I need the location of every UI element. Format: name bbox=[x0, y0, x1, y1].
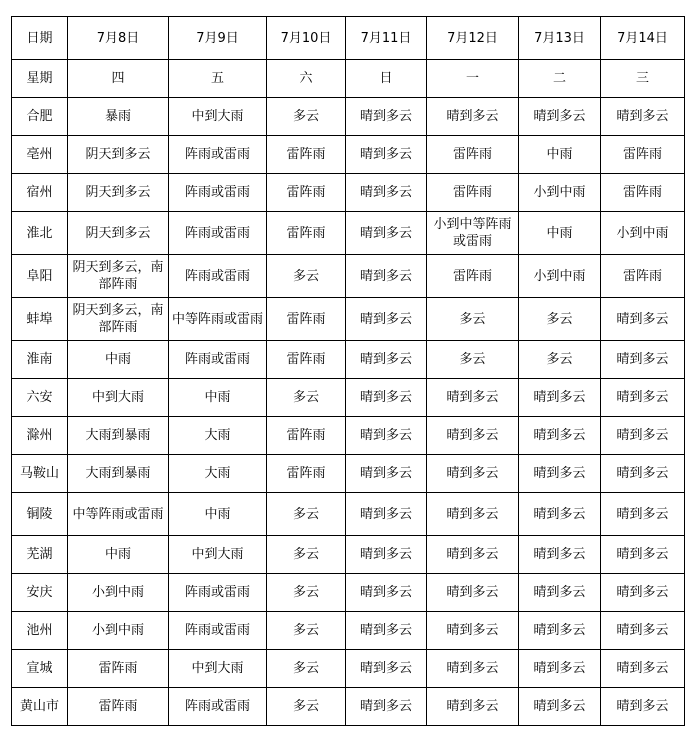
weekday-cell: 五 bbox=[169, 60, 267, 98]
forecast-cell: 晴到多云 bbox=[346, 136, 427, 174]
forecast-cell: 晴到多云 bbox=[346, 417, 427, 455]
forecast-cell: 阵雨或雷雨 bbox=[169, 612, 267, 650]
forecast-cell: 阴天到多云 bbox=[68, 136, 169, 174]
table-row bbox=[12, 379, 685, 417]
table-row bbox=[12, 417, 685, 455]
forecast-cell: 阵雨或雷雨 bbox=[169, 341, 267, 379]
date-cell: 7月10日 bbox=[267, 17, 346, 60]
forecast-cell: 雷阵雨 bbox=[601, 136, 685, 174]
weekday-header-row bbox=[12, 60, 685, 98]
weekday-cell: 四 bbox=[68, 60, 169, 98]
forecast-cell: 小到中雨 bbox=[601, 212, 685, 255]
forecast-cell: 中雨 bbox=[169, 379, 267, 417]
forecast-cell: 雷阵雨 bbox=[267, 417, 346, 455]
forecast-cell: 晴到多云 bbox=[346, 455, 427, 493]
table-row bbox=[12, 341, 685, 379]
forecast-cell: 晴到多云 bbox=[519, 536, 601, 574]
forecast-cell: 晴到多云 bbox=[346, 688, 427, 726]
weekday-label-cell: 星期 bbox=[12, 60, 68, 98]
forecast-cell: 多云 bbox=[267, 574, 346, 612]
date-cell: 7月11日 bbox=[346, 17, 427, 60]
forecast-cell: 晴到多云 bbox=[346, 255, 427, 298]
table-row bbox=[12, 688, 685, 726]
forecast-cell: 晴到多云 bbox=[519, 493, 601, 536]
table-row bbox=[12, 612, 685, 650]
weekday-cell: 六 bbox=[267, 60, 346, 98]
forecast-cell: 晴到多云 bbox=[346, 536, 427, 574]
forecast-cell: 多云 bbox=[267, 493, 346, 536]
forecast-cell: 小到中雨 bbox=[68, 612, 169, 650]
forecast-cell: 小到中雨 bbox=[68, 574, 169, 612]
forecast-cell: 晴到多云 bbox=[346, 574, 427, 612]
date-cell: 7月9日 bbox=[169, 17, 267, 60]
forecast-cell: 暴雨 bbox=[68, 98, 169, 136]
forecast-table-body bbox=[12, 17, 685, 726]
forecast-cell: 大雨到暴雨 bbox=[68, 455, 169, 493]
forecast-cell: 阵雨或雷雨 bbox=[169, 255, 267, 298]
forecast-cell: 雷阵雨 bbox=[427, 255, 519, 298]
forecast-cell: 晴到多云 bbox=[601, 417, 685, 455]
forecast-cell: 大雨 bbox=[169, 455, 267, 493]
forecast-cell: 雷阵雨 bbox=[267, 174, 346, 212]
forecast-cell: 多云 bbox=[267, 612, 346, 650]
date-label-cell: 日期 bbox=[12, 17, 68, 60]
forecast-cell: 雷阵雨 bbox=[601, 174, 685, 212]
forecast-cell: 晴到多云 bbox=[427, 493, 519, 536]
forecast-cell: 中等阵雨或雷雨 bbox=[169, 298, 267, 341]
forecast-cell: 阵雨或雷雨 bbox=[169, 688, 267, 726]
forecast-cell: 小到中等阵雨或雷雨 bbox=[427, 212, 519, 255]
forecast-cell: 晴到多云 bbox=[601, 612, 685, 650]
forecast-cell: 雷阵雨 bbox=[267, 298, 346, 341]
table-row bbox=[12, 98, 685, 136]
forecast-cell: 多云 bbox=[267, 98, 346, 136]
table-row bbox=[12, 536, 685, 574]
forecast-cell: 中到大雨 bbox=[169, 98, 267, 136]
table-row bbox=[12, 136, 685, 174]
forecast-cell: 晴到多云 bbox=[519, 688, 601, 726]
city-cell: 淮北 bbox=[12, 212, 68, 255]
forecast-cell: 多云 bbox=[267, 536, 346, 574]
weekday-cell: 日 bbox=[346, 60, 427, 98]
forecast-cell: 大雨到暴雨 bbox=[68, 417, 169, 455]
forecast-cell: 多云 bbox=[427, 298, 519, 341]
forecast-cell: 中等阵雨或雷雨 bbox=[68, 493, 169, 536]
city-cell: 合肥 bbox=[12, 98, 68, 136]
weekday-cell: 一 bbox=[427, 60, 519, 98]
forecast-cell: 雷阵雨 bbox=[267, 212, 346, 255]
city-cell: 安庆 bbox=[12, 574, 68, 612]
forecast-cell: 晴到多云 bbox=[519, 574, 601, 612]
table-row bbox=[12, 255, 685, 298]
date-header-row bbox=[12, 17, 685, 60]
forecast-cell: 晴到多云 bbox=[427, 612, 519, 650]
forecast-cell: 雷阵雨 bbox=[68, 650, 169, 688]
forecast-cell: 晴到多云 bbox=[519, 379, 601, 417]
city-cell: 淮南 bbox=[12, 341, 68, 379]
forecast-cell: 晴到多云 bbox=[601, 298, 685, 341]
forecast-cell: 多云 bbox=[519, 341, 601, 379]
forecast-cell: 多云 bbox=[267, 650, 346, 688]
forecast-cell: 晴到多云 bbox=[427, 536, 519, 574]
forecast-cell: 阴天到多云 bbox=[68, 212, 169, 255]
forecast-cell: 晴到多云 bbox=[346, 650, 427, 688]
forecast-cell: 多云 bbox=[267, 255, 346, 298]
forecast-cell: 中雨 bbox=[68, 536, 169, 574]
forecast-cell: 小到中雨 bbox=[519, 255, 601, 298]
city-cell: 马鞍山 bbox=[12, 455, 68, 493]
forecast-cell: 晴到多云 bbox=[519, 650, 601, 688]
forecast-cell: 中到大雨 bbox=[68, 379, 169, 417]
forecast-cell: 晴到多云 bbox=[427, 455, 519, 493]
table-row bbox=[12, 298, 685, 341]
forecast-cell: 多云 bbox=[519, 298, 601, 341]
date-cell: 7月14日 bbox=[601, 17, 685, 60]
forecast-cell: 晴到多云 bbox=[519, 98, 601, 136]
city-cell: 黄山市 bbox=[12, 688, 68, 726]
forecast-cell: 阵雨或雷雨 bbox=[169, 174, 267, 212]
forecast-cell: 晴到多云 bbox=[601, 574, 685, 612]
forecast-cell: 阴天到多云 bbox=[68, 174, 169, 212]
forecast-cell: 多云 bbox=[267, 688, 346, 726]
forecast-cell: 多云 bbox=[267, 379, 346, 417]
forecast-cell: 中雨 bbox=[169, 493, 267, 536]
forecast-cell: 雷阵雨 bbox=[601, 255, 685, 298]
forecast-cell: 多云 bbox=[427, 341, 519, 379]
weekday-cell: 二 bbox=[519, 60, 601, 98]
forecast-cell: 晴到多云 bbox=[601, 493, 685, 536]
forecast-cell: 阵雨或雷雨 bbox=[169, 136, 267, 174]
city-cell: 宣城 bbox=[12, 650, 68, 688]
city-cell: 铜陵 bbox=[12, 493, 68, 536]
forecast-cell: 雷阵雨 bbox=[427, 174, 519, 212]
forecast-cell: 中到大雨 bbox=[169, 650, 267, 688]
date-cell: 7月12日 bbox=[427, 17, 519, 60]
date-cell: 7月13日 bbox=[519, 17, 601, 60]
forecast-cell: 晴到多云 bbox=[601, 341, 685, 379]
forecast-cell: 中雨 bbox=[519, 136, 601, 174]
forecast-cell: 晴到多云 bbox=[427, 417, 519, 455]
forecast-cell: 晴到多云 bbox=[519, 455, 601, 493]
date-cell: 7月8日 bbox=[68, 17, 169, 60]
forecast-cell: 晴到多云 bbox=[601, 379, 685, 417]
forecast-cell: 雷阵雨 bbox=[427, 136, 519, 174]
forecast-cell: 晴到多云 bbox=[346, 98, 427, 136]
table-row bbox=[12, 650, 685, 688]
city-cell: 滁州 bbox=[12, 417, 68, 455]
table-row bbox=[12, 455, 685, 493]
forecast-cell: 晴到多云 bbox=[601, 98, 685, 136]
forecast-cell: 晴到多云 bbox=[346, 341, 427, 379]
forecast-cell: 小到中雨 bbox=[519, 174, 601, 212]
city-cell: 亳州 bbox=[12, 136, 68, 174]
table-row bbox=[12, 493, 685, 536]
forecast-cell: 中雨 bbox=[68, 341, 169, 379]
forecast-cell: 晴到多云 bbox=[601, 650, 685, 688]
forecast-cell: 晴到多云 bbox=[427, 379, 519, 417]
forecast-cell: 晴到多云 bbox=[346, 298, 427, 341]
forecast-cell: 晴到多云 bbox=[601, 536, 685, 574]
forecast-cell: 晴到多云 bbox=[519, 417, 601, 455]
forecast-cell: 阴天到多云，南部阵雨 bbox=[68, 298, 169, 341]
forecast-cell: 雷阵雨 bbox=[267, 341, 346, 379]
city-cell: 蚌埠 bbox=[12, 298, 68, 341]
forecast-cell: 晴到多云 bbox=[601, 688, 685, 726]
city-cell: 宿州 bbox=[12, 174, 68, 212]
city-cell: 阜阳 bbox=[12, 255, 68, 298]
city-cell: 六安 bbox=[12, 379, 68, 417]
forecast-cell: 晴到多云 bbox=[427, 650, 519, 688]
forecast-cell: 晴到多云 bbox=[427, 98, 519, 136]
forecast-cell: 晴到多云 bbox=[346, 379, 427, 417]
table-row bbox=[12, 212, 685, 255]
forecast-cell: 阴天到多云，南部阵雨 bbox=[68, 255, 169, 298]
city-cell: 池州 bbox=[12, 612, 68, 650]
city-cell: 芜湖 bbox=[12, 536, 68, 574]
forecast-cell: 晴到多云 bbox=[346, 612, 427, 650]
forecast-cell: 阵雨或雷雨 bbox=[169, 574, 267, 612]
forecast-cell: 大雨 bbox=[169, 417, 267, 455]
forecast-cell: 阵雨或雷雨 bbox=[169, 212, 267, 255]
table-row bbox=[12, 174, 685, 212]
forecast-cell: 雷阵雨 bbox=[267, 455, 346, 493]
forecast-cell: 中到大雨 bbox=[169, 536, 267, 574]
forecast-cell: 晴到多云 bbox=[427, 574, 519, 612]
forecast-cell: 晴到多云 bbox=[601, 455, 685, 493]
forecast-cell: 晴到多云 bbox=[427, 688, 519, 726]
forecast-cell: 晴到多云 bbox=[519, 612, 601, 650]
forecast-cell: 雷阵雨 bbox=[267, 136, 346, 174]
weekday-cell: 三 bbox=[601, 60, 685, 98]
forecast-cell: 晴到多云 bbox=[346, 174, 427, 212]
table-row bbox=[12, 574, 685, 612]
forecast-cell: 中雨 bbox=[519, 212, 601, 255]
forecast-cell: 晴到多云 bbox=[346, 212, 427, 255]
weather-forecast-table bbox=[11, 16, 685, 726]
forecast-cell: 晴到多云 bbox=[346, 493, 427, 536]
forecast-cell: 雷阵雨 bbox=[68, 688, 169, 726]
